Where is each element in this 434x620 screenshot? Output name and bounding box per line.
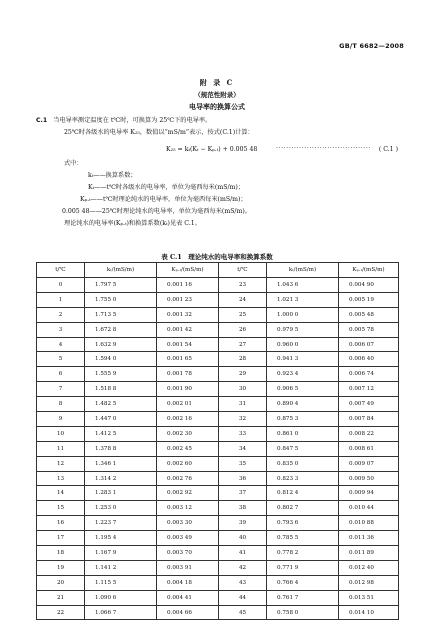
table-cell: 0.002 76 [157, 471, 219, 486]
table-row [37, 590, 399, 605]
table-row [37, 397, 399, 412]
table-cell: 1.223 7 [85, 516, 157, 531]
table-cell: 1.000 0 [267, 307, 339, 322]
definition-line: 0.005 48——25℃时理论纯水的电导率，单位为毫西每米(mS/m)。 [62, 208, 251, 215]
table-cell: 42 [219, 560, 267, 575]
table-cell: 22 [37, 605, 85, 620]
table-cell: 0.004 66 [157, 605, 219, 620]
table-cell: 10 [37, 426, 85, 441]
table-cell: 0.005 48 [339, 307, 399, 322]
table-cell: 0.766 4 [267, 575, 339, 590]
table-cell: 1.797 5 [85, 278, 157, 293]
table-cell: 30 [219, 382, 267, 397]
table-cell: 19 [37, 560, 85, 575]
table-cell: 29 [219, 367, 267, 382]
table-header-row [37, 263, 399, 278]
table-row [37, 367, 399, 382]
table-cell: 0.835 0 [267, 456, 339, 471]
table-cell: 2 [37, 307, 85, 322]
table-cell: 23 [219, 278, 267, 293]
definition-line: kₜ——换算系数； [88, 172, 137, 179]
table-row [37, 441, 399, 456]
table-cell: 0.002 92 [157, 486, 219, 501]
annex-title: 附 录 C [199, 78, 235, 87]
table-cell: 0.785 5 [267, 531, 339, 546]
table-cell: 0.014 10 [339, 605, 399, 620]
column-header: kₜ/(mS/m) [85, 263, 157, 278]
table-cell: 0.011 36 [339, 531, 399, 546]
table-cell: 1.195 4 [85, 531, 157, 546]
table-cell: 0.002 60 [157, 456, 219, 471]
table-cell: 0.003 70 [157, 546, 219, 561]
table-cell: 0.008 61 [339, 441, 399, 456]
formula-c1 [166, 146, 398, 153]
table-cell: 0.778 2 [267, 546, 339, 561]
table-cell: 0.003 30 [157, 516, 219, 531]
table-cell: 3 [37, 322, 85, 337]
table-cell: 0.003 91 [157, 560, 219, 575]
table-cell: 0.003 12 [157, 501, 219, 516]
table-row [37, 575, 399, 590]
table-cell: 0.006 40 [339, 352, 399, 367]
table-cell: 0.003 49 [157, 531, 219, 546]
table-cell: 0.823 3 [267, 471, 339, 486]
table-cell: 0.001 23 [157, 292, 219, 307]
table-cell: 35 [219, 456, 267, 471]
formula-expression: K₂₅ = kₜ(Kₜ − Kₚ.ₜ) + 0.005 48 [166, 146, 258, 153]
table-cell: 1.755 0 [85, 292, 157, 307]
table-row [37, 412, 399, 427]
table-cell: 0.001 78 [157, 367, 219, 382]
table-cell: 1.314 2 [85, 471, 157, 486]
table-cell: 1.482 5 [85, 397, 157, 412]
table-cell: 4 [37, 337, 85, 352]
table-cell: 18 [37, 546, 85, 561]
table-cell: 25 [219, 307, 267, 322]
table-cell: 0.001 54 [157, 337, 219, 352]
table-cell: 1.632 9 [85, 337, 157, 352]
table-cell: 40 [219, 531, 267, 546]
table-cell: 0.002 16 [157, 412, 219, 427]
table-cell: 1.594 0 [85, 352, 157, 367]
table-cell: 17 [37, 531, 85, 546]
table-cell: 0.812 4 [267, 486, 339, 501]
column-header: t/℃ [219, 263, 267, 278]
table-cell: 0.001 65 [157, 352, 219, 367]
table-cell: 0.002 45 [157, 441, 219, 456]
table-cell: 0.004 90 [339, 278, 399, 293]
column-header: t/℃ [37, 263, 85, 278]
table-cell: 1.346 1 [85, 456, 157, 471]
table-row [37, 292, 399, 307]
column-header: kₜ/(mS/m) [267, 263, 339, 278]
table-cell: 15 [37, 501, 85, 516]
table-cell: 34 [219, 441, 267, 456]
formula-number: ( C.1 ) [378, 146, 398, 153]
table-cell: 0.011 89 [339, 546, 399, 561]
table-cell: 37 [219, 486, 267, 501]
table-cell: 24 [219, 292, 267, 307]
table-cell: 1.412 5 [85, 426, 157, 441]
table-cell: 5 [37, 352, 85, 367]
table-cell: 0.007 49 [339, 397, 399, 412]
table-cell: 0.960 0 [267, 337, 339, 352]
annex-type: （规范性附录） [194, 91, 240, 99]
table-cell: 44 [219, 590, 267, 605]
table-cell: 0.875 3 [267, 412, 339, 427]
table-cell: 8 [37, 397, 85, 412]
table-cell: 0.010 88 [339, 516, 399, 531]
table-cell: 41 [219, 546, 267, 561]
table-cell: 13 [37, 471, 85, 486]
table-cell: 0.802 7 [267, 501, 339, 516]
clause-line-1 [36, 117, 211, 125]
table-cell: 1.378 8 [85, 441, 157, 456]
table-cell: 26 [219, 322, 267, 337]
table-cell: 0.002 01 [157, 397, 219, 412]
table-row [37, 382, 399, 397]
table-cell: 0.010 44 [339, 501, 399, 516]
table-cell: 0.012 98 [339, 575, 399, 590]
table-cell: 14 [37, 486, 85, 501]
table-cell: 0.906 5 [267, 382, 339, 397]
table-row [37, 486, 399, 501]
table-cell: 11 [37, 441, 85, 456]
table-cell: 0.847 5 [267, 441, 339, 456]
table-row [37, 516, 399, 531]
definition-line: Kₚ.ₜ——t℃时理论纯水的电导率，单位为毫西每米(mS/m)； [80, 196, 247, 203]
table-cell: 0.761 7 [267, 590, 339, 605]
table-row [37, 307, 399, 322]
formula-leader-dots: ····································· [276, 145, 371, 152]
table-cell: 0.009 50 [339, 471, 399, 486]
table-cell: 27 [219, 337, 267, 352]
table-cell: 1.115 5 [85, 575, 157, 590]
table-cell: 0.890 4 [267, 397, 339, 412]
table-row [37, 560, 399, 575]
annex-heading: 电导率的换算公式 [189, 102, 245, 111]
table-row [37, 501, 399, 516]
table-cell: 0.001 42 [157, 322, 219, 337]
table-cell: 0.006 74 [339, 367, 399, 382]
table-cell: 0.758 0 [267, 605, 339, 620]
table-cell: 45 [219, 605, 267, 620]
table-cell: 1.021 3 [267, 292, 339, 307]
table-cell: 12 [37, 456, 85, 471]
table-cell: 39 [219, 516, 267, 531]
definitions-intro: 式中： [64, 160, 83, 167]
table-row [37, 278, 399, 293]
table-row [37, 546, 399, 561]
table-cell: 43 [219, 575, 267, 590]
table-cell: 0.005 19 [339, 292, 399, 307]
table-cell: 0.941 3 [267, 352, 339, 367]
table-cell: 0.005 78 [339, 322, 399, 337]
table-cell: 9 [37, 412, 85, 427]
table-cell: 6 [37, 367, 85, 382]
table-cell: 1.066 7 [85, 605, 157, 620]
definitions-note: 理论纯水的电导率(Kₚ.ₜ)和换算系数(kₜ)见表 C.1。 [64, 220, 201, 227]
table-cell: 1.043 6 [267, 278, 339, 293]
table-row [37, 426, 399, 441]
table-row [37, 471, 399, 486]
table-cell: 1.555 9 [85, 367, 157, 382]
table-cell: 1.253 0 [85, 501, 157, 516]
table-cell: 31 [219, 397, 267, 412]
clause-text-1: 当电导率测定温度在 t℃时，可换算为 25℃下的电导率。 [53, 117, 212, 124]
table-body [37, 278, 399, 620]
table-cell: 0.004 41 [157, 590, 219, 605]
table-cell: 36 [219, 471, 267, 486]
clause-line-2: 25℃时各级水的电导率 K₂₅，数值以“mS/m”表示，按式(C.1)计算： [64, 129, 254, 136]
table-cell: 1 [37, 292, 85, 307]
standard-number: GB/T 6682—2008 [339, 42, 404, 50]
table-cell: 0.009 07 [339, 456, 399, 471]
table-cell: 0.008 22 [339, 426, 399, 441]
table-cell: 0.007 84 [339, 412, 399, 427]
table-cell: 0.002 30 [157, 426, 219, 441]
table-cell: 0.793 6 [267, 516, 339, 531]
table-cell: 1.167 9 [85, 546, 157, 561]
table-cell: 1.672 8 [85, 322, 157, 337]
table-cell: 0.861 0 [267, 426, 339, 441]
table-cell: 0.007 12 [339, 382, 399, 397]
table-cell: 0.001 32 [157, 307, 219, 322]
table-cell: 0.771 9 [267, 560, 339, 575]
table-row [37, 322, 399, 337]
table-cell: 1.283 1 [85, 486, 157, 501]
table-cell: 1.447 0 [85, 412, 157, 427]
table-cell: 0.013 51 [339, 590, 399, 605]
table-cell: 33 [219, 426, 267, 441]
table-cell: 0.012 40 [339, 560, 399, 575]
table-cell: 20 [37, 575, 85, 590]
definition-line: Kₜ——t℃时各级水的电导率，单位为毫西每米(mS/m)； [88, 184, 245, 191]
table-row [37, 337, 399, 352]
table-cell: 21 [37, 590, 85, 605]
table-cell: 7 [37, 382, 85, 397]
table-cell: 1.518 8 [85, 382, 157, 397]
table-cell: 32 [219, 412, 267, 427]
table-cell: 38 [219, 501, 267, 516]
table-cell: 0 [37, 278, 85, 293]
table-cell: 1.141 2 [85, 560, 157, 575]
table-row [37, 352, 399, 367]
column-header: Kₚ.ₜ/(mS/m) [157, 263, 219, 278]
table-cell: 0.001 16 [157, 278, 219, 293]
table-row [37, 531, 399, 546]
table-row [37, 605, 399, 620]
table-cell: 0.001 90 [157, 382, 219, 397]
table-caption: 表 C.1 理论纯水的电导率和换算系数 [161, 253, 273, 261]
table-cell: 0.009 94 [339, 486, 399, 501]
table-cell: 0.006 07 [339, 337, 399, 352]
table-cell: 16 [37, 516, 85, 531]
column-header: Kₚ.ₜ/(mS/m) [339, 263, 399, 278]
conductivity-table [36, 262, 399, 620]
table-cell: 0.923 4 [267, 367, 339, 382]
table-cell: 1.713 5 [85, 307, 157, 322]
table-row [37, 456, 399, 471]
table-cell: 1.090 6 [85, 590, 157, 605]
clause-number: C.1 [36, 117, 48, 124]
table-cell: 0.004 18 [157, 575, 219, 590]
table-cell: 0.979 5 [267, 322, 339, 337]
table-cell: 28 [219, 352, 267, 367]
